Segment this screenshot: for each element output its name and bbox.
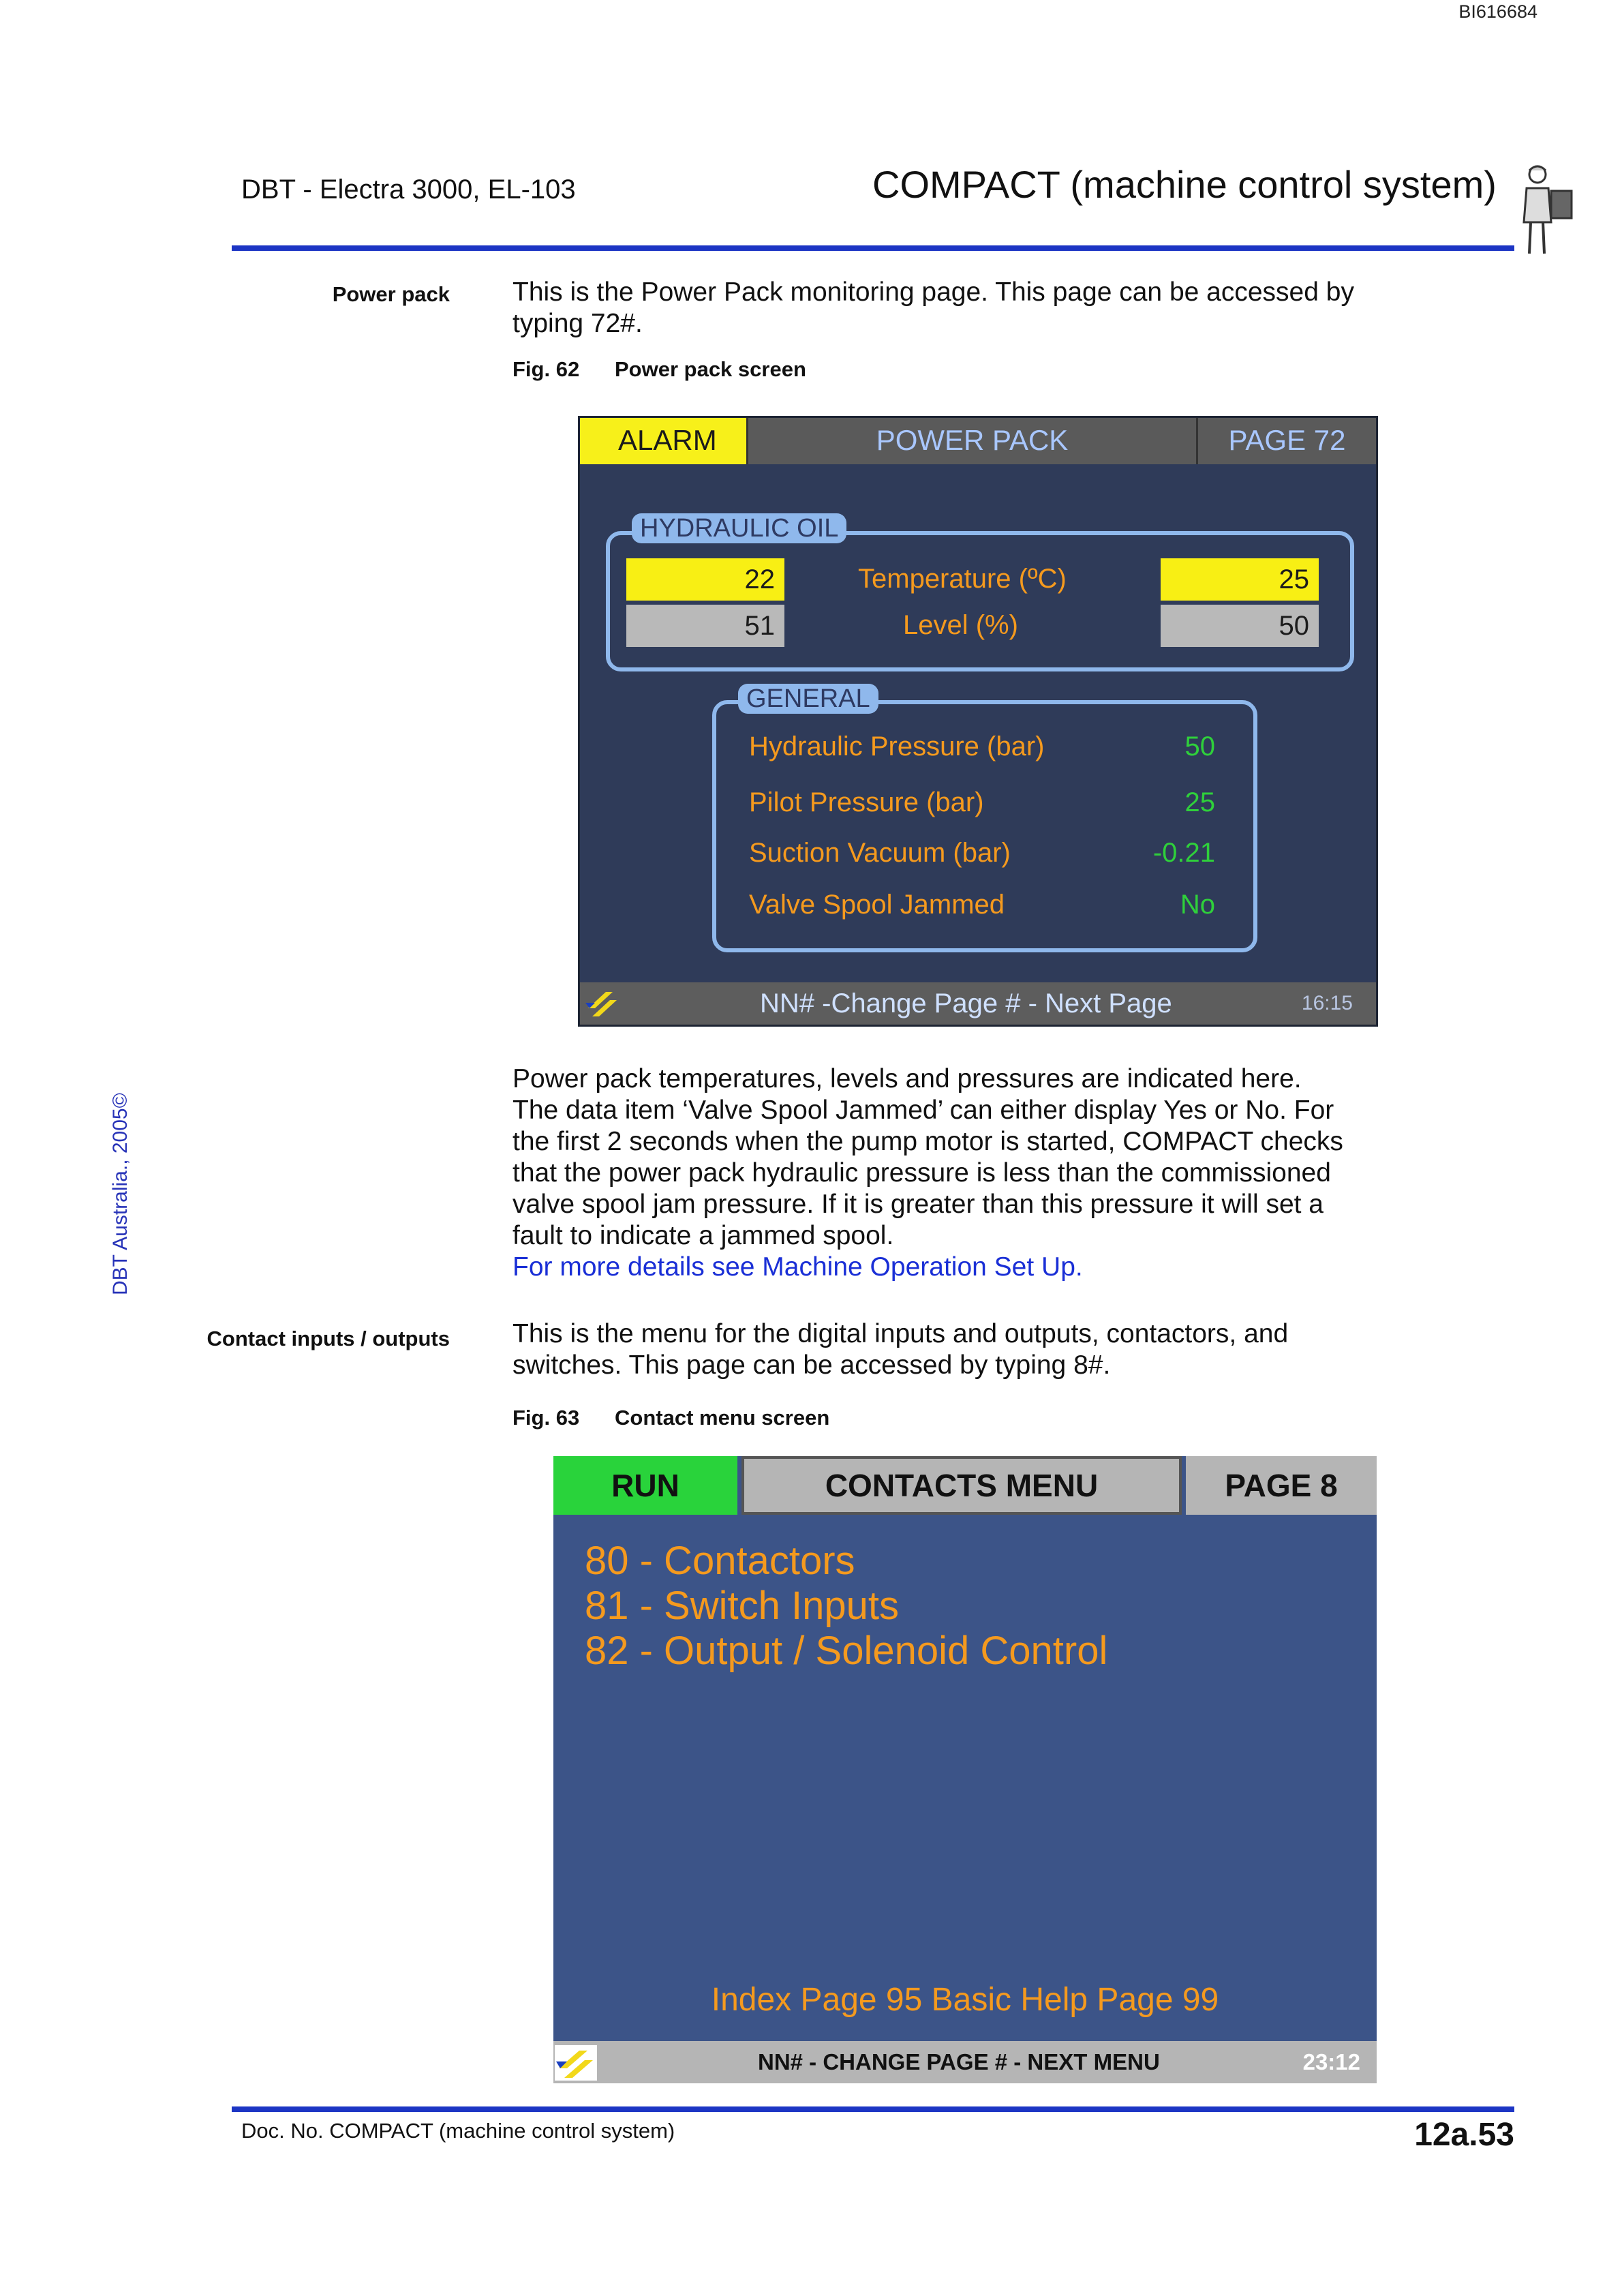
general-row-label: Pilot Pressure (bar) [749, 787, 984, 817]
section-label-power-pack: Power pack [332, 282, 450, 306]
header-right-title: COMPACT (machine control system) [872, 163, 1497, 206]
general-row-value: 25 [1184, 787, 1215, 817]
header-rule [232, 245, 1514, 251]
intro-line: This is the menu for the digital inputs and outputs, contactors, and [512, 1319, 1289, 1348]
run-status: RUN [553, 1456, 737, 1515]
body-line: the first 2 seconds when the pump motor is started, COMPACT checks [512, 1127, 1343, 1156]
menu-item-switch-inputs[interactable]: 81 - Switch Inputs [585, 1584, 899, 1628]
general-row-value: -0.21 [1152, 838, 1215, 868]
dbt-logo-icon [585, 988, 619, 1019]
index-help-pages: Index Page 95 Basic Help Page 99 [711, 1982, 1219, 2018]
temp-left-value: 22 [626, 558, 784, 601]
screen-footer [553, 2041, 1377, 2083]
screen-title: CONTACTS MENU [741, 1456, 1182, 1515]
hydraulic-oil-group [606, 531, 1354, 671]
figure-title: Power pack screen [615, 357, 806, 381]
footer-doc-number: Doc. No. COMPACT (machine control system) [241, 2119, 675, 2143]
footer-instructions: NN# - CHANGE PAGE # - NEXT MENU [758, 2049, 1160, 2074]
intro-line: typing 72#. [512, 309, 643, 338]
screen-header [580, 418, 1376, 464]
contacts-intro [512, 1318, 1398, 1381]
footer-page-number: 12a.53 [1414, 2117, 1514, 2153]
power-pack-screen [578, 416, 1378, 1027]
level-label: Level (%) [903, 610, 1018, 640]
figure-number: Fig. 63 [512, 1406, 580, 1430]
figure-number: Fig. 62 [512, 357, 580, 381]
screen-clock: 23:12 [1302, 2049, 1360, 2074]
general-row-value: 50 [1184, 731, 1215, 761]
body-line: The data item ‘Valve Spool Jammed’ can either display Yes or No. For [512, 1096, 1334, 1125]
header-left-title: DBT - Electra 3000, EL-103 [241, 175, 576, 205]
intro-line: This is the Power Pack monitoring page. This page can be accessed by [512, 277, 1354, 307]
page-number: PAGE 8 [1186, 1456, 1377, 1515]
contacts-menu-screen [553, 1456, 1377, 2083]
dbt-logo-icon [555, 2045, 597, 2081]
intro-line: switches. This page can be accessed by typing 8#. [512, 1350, 1111, 1380]
power-pack-description [512, 1063, 1398, 1283]
document-id: BI616684 [1458, 1, 1537, 22]
menu-item-contactors[interactable]: 80 - Contactors [585, 1539, 855, 1583]
body-line: fault to indicate a jammed spool. [512, 1221, 894, 1250]
screen-clock: 16:15 [1301, 992, 1353, 1014]
general-row-label: Valve Spool Jammed [749, 890, 1005, 920]
body-line: that the power pack hydraulic pressure is less than the commissioned [512, 1158, 1331, 1188]
menu-item-output-solenoid[interactable]: 82 - Output / Solenoid Control [585, 1629, 1108, 1673]
power-pack-intro [512, 277, 1398, 339]
screen-header [553, 1456, 1377, 1515]
hydraulic-oil-title: HYDRAULIC OIL [632, 513, 846, 543]
page-number: PAGE 72 [1228, 424, 1346, 456]
general-title: GENERAL [738, 684, 878, 714]
section-label-contacts: Contact inputs / outputs [206, 1327, 450, 1350]
copyright-side-text: DBT Australia., 2005© [109, 1093, 132, 1295]
body-line: Power pack temperatures, levels and pressures are indicated here. [512, 1064, 1302, 1093]
general-row-label: Hydraulic Pressure (bar) [749, 731, 1045, 761]
general-row-label: Suction Vacuum (bar) [749, 838, 1011, 868]
body-line: valve spool jam pressure. If it is greater than this pressure it will set a [512, 1190, 1323, 1219]
temperature-label: Temperature (ºC) [858, 564, 1067, 594]
figure-caption [512, 1406, 829, 1430]
worker-icon [1514, 161, 1577, 256]
figure-caption [512, 357, 806, 382]
alarm-status: ALARM [580, 418, 748, 464]
footer-instructions: NN# -Change Page # - Next Page [760, 988, 1172, 1018]
level-right-value: 50 [1161, 605, 1319, 647]
footer-rule [232, 2106, 1514, 2112]
temp-right-value: 25 [1161, 558, 1319, 601]
machine-setup-link[interactable]: For more details see Machine Operation Set Up. [512, 1252, 1083, 1282]
figure-title: Contact menu screen [615, 1406, 830, 1430]
general-row-value: No [1180, 890, 1215, 920]
screen-footer [580, 982, 1376, 1025]
screen-title: POWER PACK [748, 418, 1198, 464]
level-left-value: 51 [626, 605, 784, 647]
